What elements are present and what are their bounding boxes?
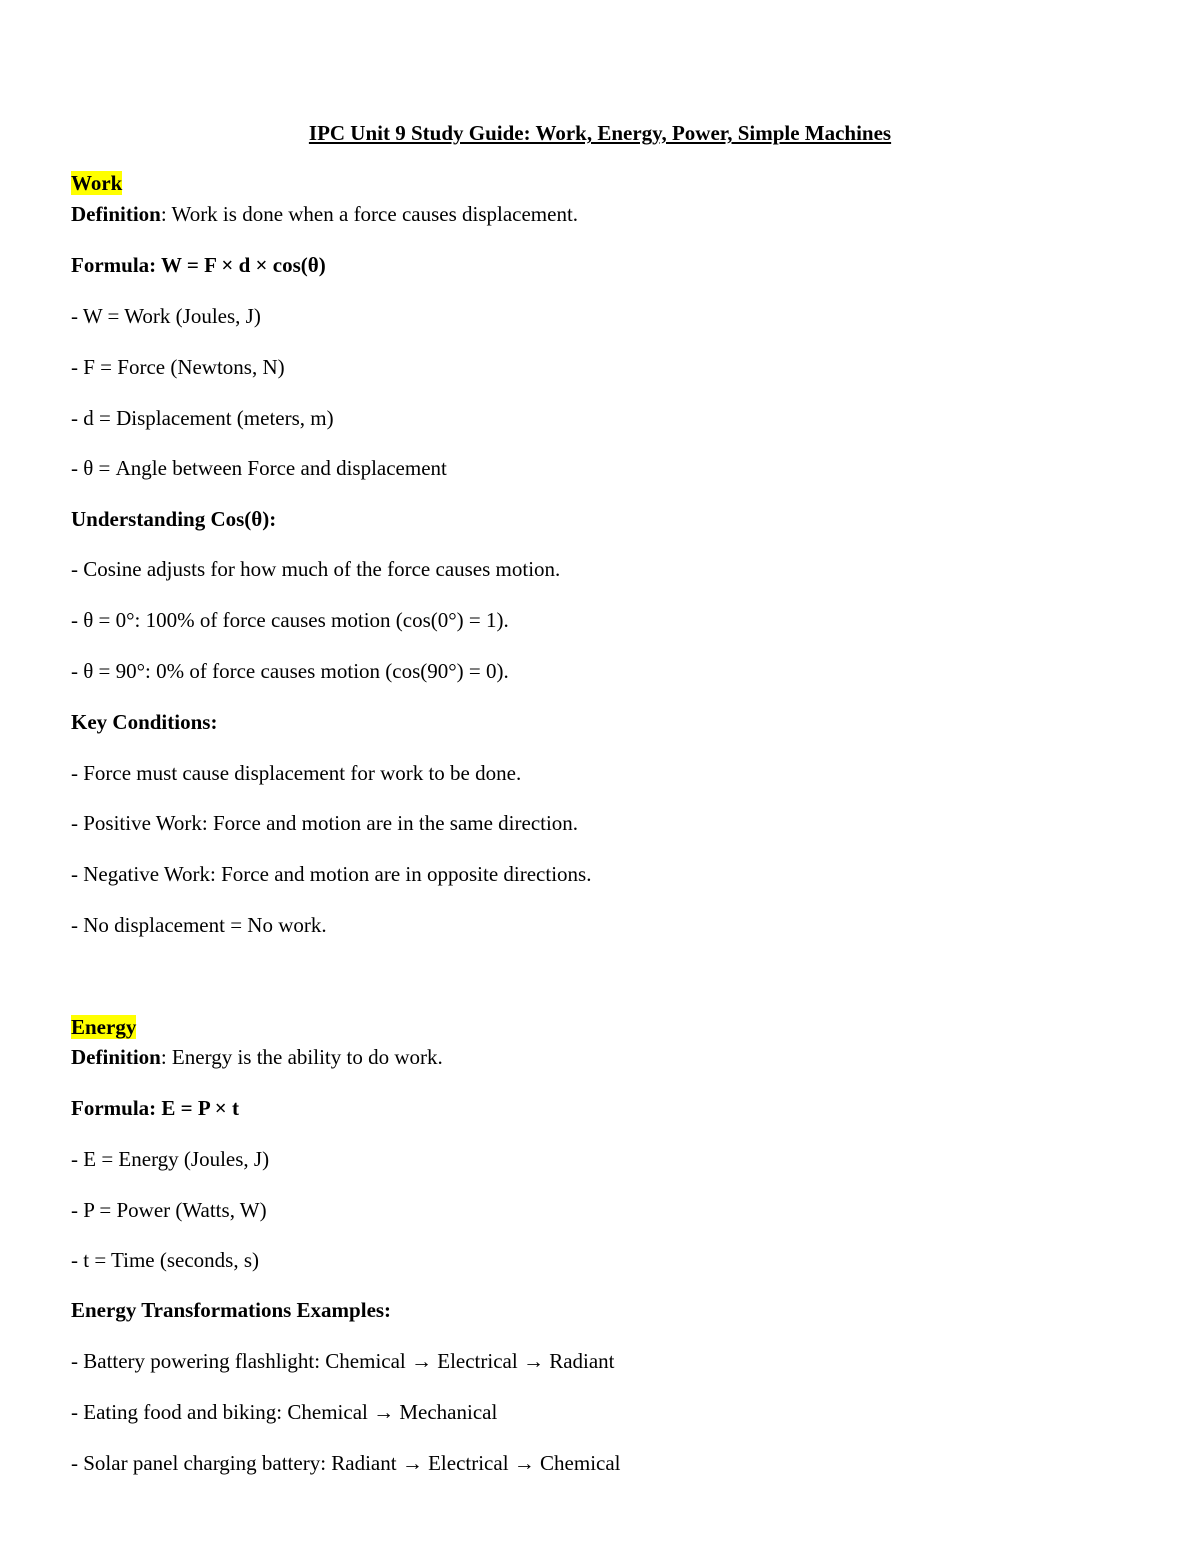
work-var-d: - d = Displacement (meters, m) xyxy=(71,406,334,430)
cos-item: - θ = 0°: 100% of force causes motion (cos(0°) = 1). xyxy=(71,608,509,632)
work-var-theta: - θ = Angle between Force and displacement xyxy=(71,456,447,480)
work-var-f: - F = Force (Newtons, N) xyxy=(71,355,285,379)
work-heading-line xyxy=(71,170,122,196)
energy-var-t: - t = Time (seconds, s) xyxy=(71,1248,260,1272)
key-condition-item: - Force must cause displacement for work to be done. xyxy=(71,761,522,785)
key-conditions-heading: Key Conditions: xyxy=(71,710,218,734)
key-condition-item: - No displacement = No work. xyxy=(71,913,327,937)
transformation-item: - Solar panel charging battery: Radiant → Electrical → Chemical xyxy=(71,1451,621,1475)
energy-definition xyxy=(71,1044,443,1070)
transformation-item: - Eating food and biking: Chemical → Mechanical xyxy=(71,1400,498,1424)
document-title: IPC Unit 9 Study Guide: Work, Energy, Power, Simple Machines xyxy=(308,121,892,145)
work-definition xyxy=(71,201,578,227)
transformations-heading: Energy Transformations Examples: xyxy=(71,1298,392,1322)
energy-heading: Energy xyxy=(71,1015,137,1039)
energy-var-p: - P = Power (Watts, W) xyxy=(71,1198,267,1222)
energy-definition-label: Definition xyxy=(71,1045,161,1069)
work-var-w: - W = Work (Joules, J) xyxy=(71,304,261,328)
cos-item: - Cosine adjusts for how much of the force causes motion. xyxy=(71,557,561,581)
transformation-item: - Battery powering flashlight: Chemical → Electrical → Radiant xyxy=(71,1349,615,1373)
energy-heading-line xyxy=(71,1014,136,1040)
work-definition-text: : Work is done when a force causes displacement. xyxy=(160,202,579,226)
key-condition-item: - Positive Work: Force and motion are in the same direction. xyxy=(71,811,579,835)
work-formula: Formula: W = F × d × cos(θ) xyxy=(71,253,326,277)
key-condition-item: - Negative Work: Force and motion are in opposite directions. xyxy=(71,862,592,886)
energy-formula: Formula: E = P × t xyxy=(71,1096,239,1120)
work-definition-label: Definition xyxy=(71,202,161,226)
cos-heading: Understanding Cos(θ): xyxy=(71,507,277,531)
cos-item: - θ = 90°: 0% of force causes motion (cos(90°) = 0). xyxy=(71,659,509,683)
energy-var-e: - E = Energy (Joules, J) xyxy=(71,1147,270,1171)
work-heading: Work xyxy=(71,171,123,195)
energy-definition-text: : Energy is the ability to do work. xyxy=(160,1045,443,1069)
